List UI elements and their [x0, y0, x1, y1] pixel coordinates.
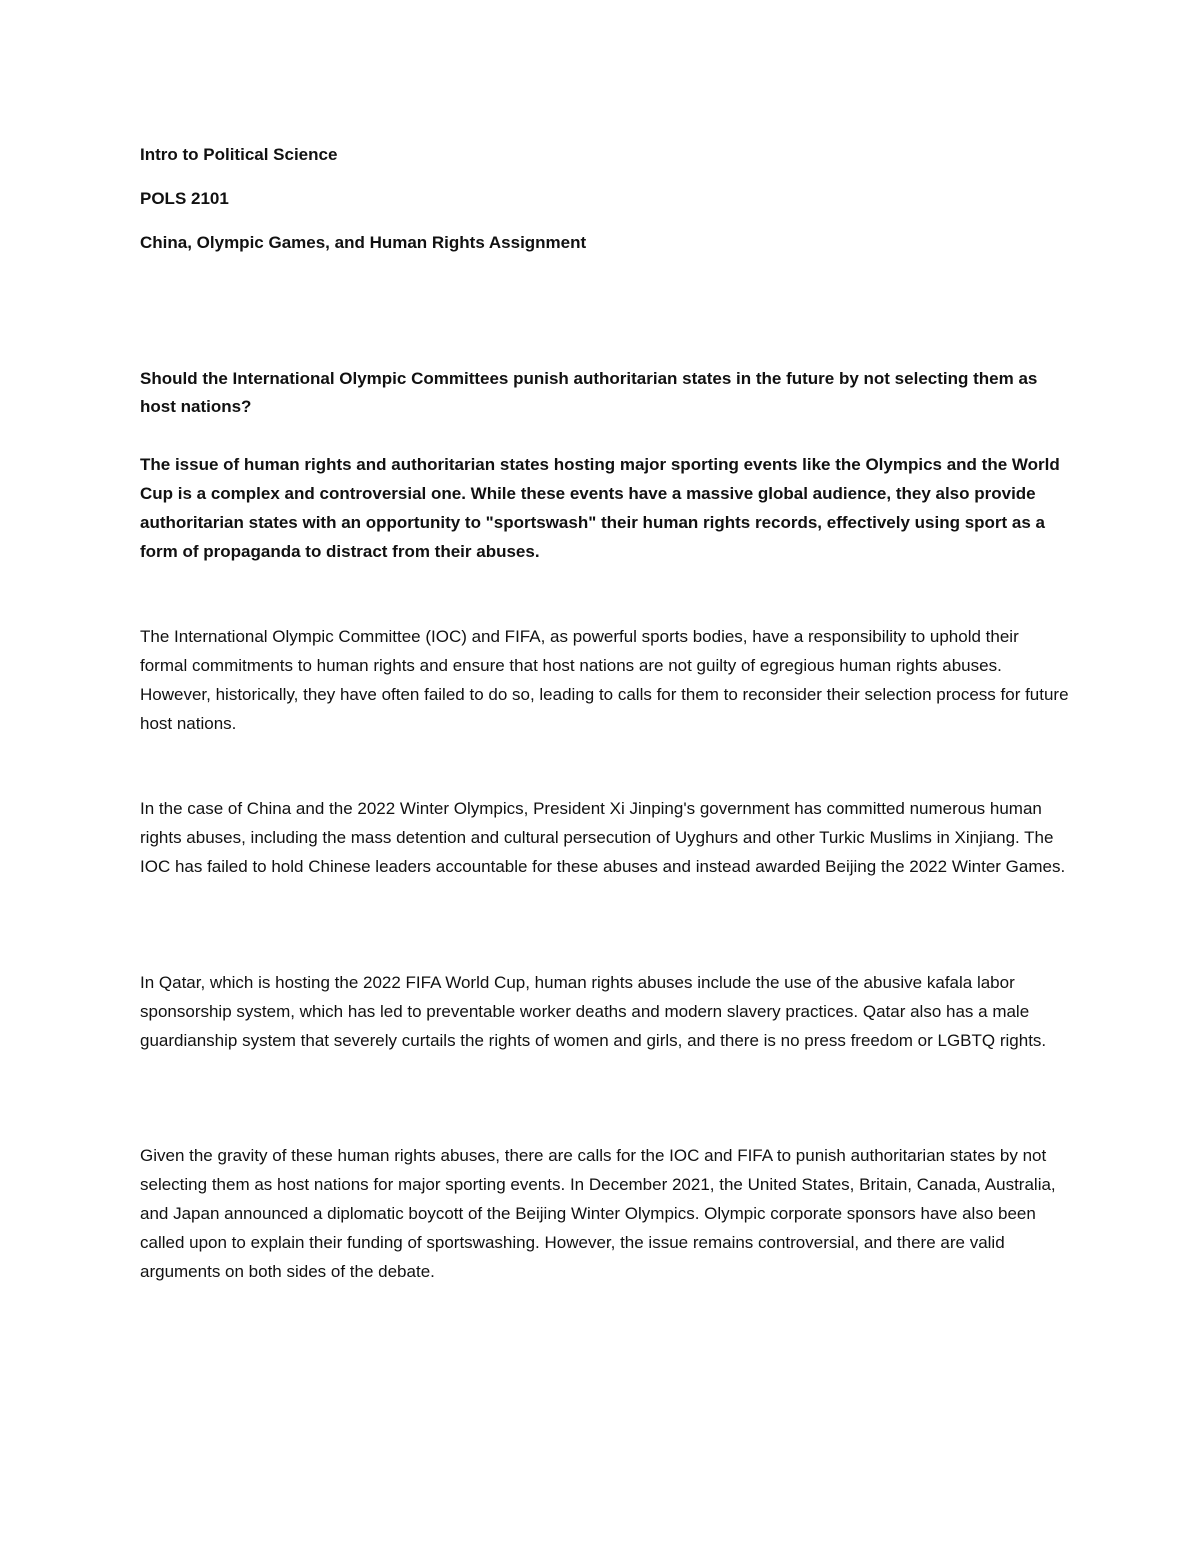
body-paragraph-qatar: In Qatar, which is hosting the 2022 FIFA World Cup, human rights abuses include the use of the abusive kafala labor sponsorship system, which has led to preventable worker deaths and modern slavery practices. Qatar also has a male guardianship system that severely curtails the rights of women and girls, and there is no press freedom or LGBTQ rights.: [140, 973, 1047, 1050]
assignment-title: China, Olympic Games, and Human Rights Assignment: [140, 233, 587, 252]
body-paragraph-ioc-fifa: The International Olympic Committee (IOC) and FIFA, as powerful sports bodies, have a responsibility to uphold their formal commitments to human rights and ensure that host nations are not guilty of egregious human rights abuses. However, historically, they have often failed to do so, leading to calls for them to reconsider their selection process for future host nations.: [140, 627, 1069, 733]
essay-question: Should the International Olympic Committees punish authoritarian states in the future by not selecting them as host nations?: [140, 369, 1038, 416]
body-paragraph-china: In the case of China and the 2022 Winter Olympics, President Xi Jinping's government has committed numerous human rights abuses, including the mass detention and cultural persecution of Uyghurs and other Turkic Muslims in Xinjiang. The IOC has failed to hold Chinese leaders accountable for these abuses and instead awarded Beijing the 2022 Winter Games.: [140, 799, 1066, 876]
document-body: [140, 143, 1070, 1281]
course-title: Intro to Political Science: [140, 145, 338, 164]
course-code: POLS 2101: [140, 189, 229, 208]
body-paragraph-conclusion: Given the gravity of these human rights abuses, there are calls for the IOC and FIFA to punish authoritarian states by not selecting them as host nations for major sporting events. In December 2021, the United States, Britain, Canada, Australia, and Japan announced a diplomatic boycott of the Beijing Winter Olympics. Olympic corporate sponsors have also been called upon to explain their funding of sportswashing. However, the issue remains controversial, and there are valid arguments on both sides of the debate.: [140, 1146, 1056, 1281]
intro-paragraph: The issue of human rights and authoritarian states hosting major sporting events like the Olympics and the World Cup is a complex and controversial one. While these events have a massive global audience, they also provide authoritarian states with an opportunity to "sportswash" their human rights records, effectively using sport as a form of propaganda to distract from their abuses.: [140, 455, 1060, 561]
